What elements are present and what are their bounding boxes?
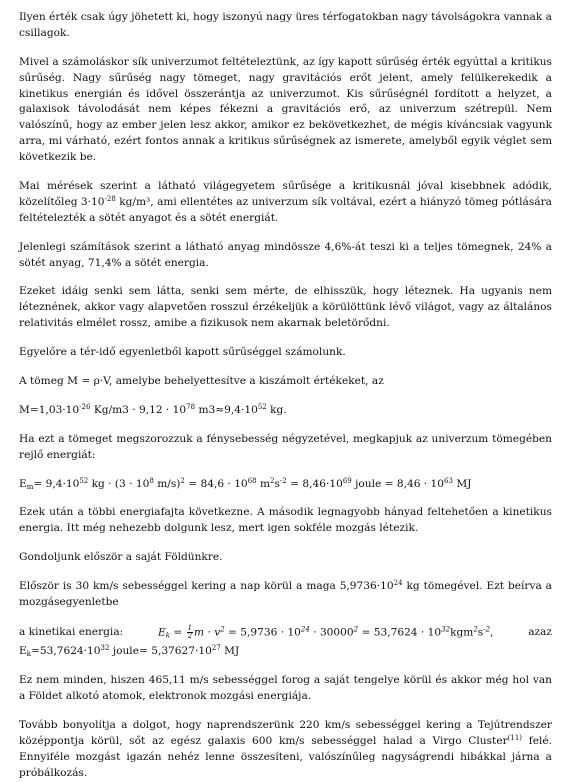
paragraph-galaxy-motion	[19, 718, 552, 782]
text: = 5,9736 · 10	[224, 626, 301, 639]
paragraph-earth: Gondoljunk először a saját Földünkre.	[19, 551, 223, 564]
text: MJ	[220, 645, 240, 658]
exponent: 24	[300, 625, 310, 634]
exponent: 52	[257, 402, 267, 411]
exponent: 2	[353, 625, 359, 634]
exponent: -28	[104, 194, 116, 203]
exponent: 32	[100, 644, 110, 653]
text: kg · (3 · 10	[88, 477, 150, 490]
text: Kg/m3 · 9,12 · 10	[90, 403, 187, 416]
exponent: 68	[247, 476, 257, 485]
exponent: 2	[270, 476, 275, 485]
paragraph-earth-orbit	[19, 579, 552, 611]
exponent: 32	[441, 625, 451, 634]
fraction-denominator: 2	[187, 631, 193, 640]
equation-mass	[19, 403, 552, 419]
paragraph-critical-density: Mivel a számoláskor sík univerzumot feltételeztünk, az így kapott sűrűség érték egyúttal a kritikus sűrűség. Nagy sűrűség nagy tömeget, nagy gravitációs erőt jelent, amely felülkerekedik a kinetikus energián és idővel összerántja az univerzumot. Kis sűrűségnél fordított a helyzet, a galaxisok távolodását nem képes fékezni a gravitációs erő, az univerzum szétrepül. Nem valószínű, hogy az ember jelen lesz akkor, amikor ez bekövetkezhet, de mégis kíváncsiak vagyunk arra, mi várható, ezért fontos annak a kritikus sűrűségnek az ismerete, amelyből egyik véglet sem következik be.	[19, 55, 552, 164]
exponent: 24	[393, 579, 403, 588]
equation-kinetic-energy-result	[19, 644, 552, 660]
text: m	[256, 477, 271, 490]
text: E	[19, 645, 27, 658]
text: Először is 30 km/s sebességgel kering a nap körül a maga 5,9736·10	[19, 580, 394, 593]
exponent: 69	[342, 476, 352, 485]
text: E	[157, 626, 166, 639]
paragraph-mass-formula: A tömeg M = ρ·V, amelybe behelyettesítve a kiszámolt értékeket, az	[19, 375, 384, 388]
exponent: 8	[149, 476, 154, 485]
equation-kinetic-energy	[158, 625, 493, 641]
text: kg.	[266, 403, 287, 416]
text: kg tömegével. Ezt beírva a mozgásegyenletbe	[19, 580, 553, 609]
text: =53,7624·10	[30, 645, 101, 658]
exponent: 27	[211, 644, 221, 653]
exponent: 52	[79, 476, 89, 485]
text: m/s)	[153, 477, 181, 490]
paragraph-matter-share: Jelenlegi számítások szerint a látható anyag mindössze 4,6%-át teszi ki a teljes tömegnek, 24% a sötét anyag, 71,4% a sötét energia.	[19, 240, 552, 269]
text: Mai mérések szerint a látható világegyetem sűrűsége a kritikusnál jóval kisebbnek adódik, közelítőleg 3·10	[19, 180, 552, 208]
text: = 84,6 · 10	[184, 477, 248, 490]
text: · 30000	[309, 626, 354, 639]
text: felé. Ennyiféle mozgást igazán nehéz lenne összesíteni, valószínűleg nagyságrendi hibákkal járna a próbálkozás.	[19, 734, 552, 779]
text-azaz: azaz	[528, 626, 552, 639]
text: joule = 8,46 · 10	[351, 477, 445, 490]
text: s	[477, 626, 484, 639]
subscript: m	[26, 482, 34, 491]
paragraph-dark-matter: Ezeket idáig senki sem látta, senki sem mérte, de elhisszük, hogy léteznek. Ha ugyanis nem léteznének, akkor vagy alapvetően rosszul érzékeljük a körülöttünk lévő világot, vagy az általános relativitás elmélet rossz, amibe a fizikusok nem akarnak beletörődni.	[19, 285, 552, 330]
kinetic-energy-label: a kinetikai energia:	[19, 626, 124, 639]
text: M=1,03·10	[19, 403, 80, 416]
exponent: 2	[473, 625, 478, 634]
text: = 9,4·10	[33, 477, 80, 490]
exponent: -2	[279, 476, 287, 485]
paragraph-other-energies: Ezek után a többi energiafajta következne. A második legnagyobb hányad feltehetően a kinetikus energia. Itt még nehezebb dolgunk lesz, mert igen sokféle mozgás létezik.	[19, 506, 552, 535]
paragraph-measured-density	[19, 179, 552, 227]
text: = 8,46·10	[286, 477, 343, 490]
exponent: -26	[79, 402, 91, 411]
paragraph-stars: Ilyen érték csak úgy jöhetett ki, hogy iszonyú nagy üres térfogatokban nagy távolságokra vannak a csillagok.	[19, 11, 552, 39]
exponent: 2	[220, 625, 225, 634]
fraction-numerator: 1	[187, 623, 193, 632]
text: s	[274, 477, 280, 490]
text: = 53,7624 · 10	[358, 626, 442, 639]
exponent: -2	[483, 625, 491, 634]
text: kgm	[450, 626, 474, 639]
paragraph-energy-intro: Ha ezt a tömeget megszorozzuk a fénysebesség négyzetével, megkapjuk az univerzum tömegében rejlő energiát:	[19, 432, 552, 461]
fraction-half	[187, 625, 193, 640]
paragraph-spacetime: Egyelőre a tér-idő egyenletből kapott sűrűséggel számolunk.	[19, 346, 346, 359]
text: m3≈9,4·10	[195, 403, 258, 416]
text: =	[169, 626, 186, 639]
equation-energy	[19, 477, 552, 493]
text: MJ	[452, 477, 472, 490]
text: ,	[490, 626, 494, 639]
text: kg/m³, ami ellentétes az univerzum sík voltával, ezért a hiányzó tömeg pótlására feltételezték a sötét anyagot és a sötét energiát.	[19, 195, 552, 224]
exponent: 78	[186, 402, 196, 411]
kinetic-energy-row	[19, 625, 552, 641]
exponent: 63	[444, 476, 453, 485]
subscript: k	[165, 631, 170, 640]
subscript: k	[26, 650, 31, 659]
exponent: 2	[180, 476, 185, 485]
footnote-reference[interactable]: (11)	[507, 733, 523, 742]
paragraph-rotation: Ez nem minden, hiszen 465,11 m/s sebességgel forog a saját tengelye körül és akkor még hol van a Földet alkotó atomok, elektronok mozgási energiája.	[19, 674, 552, 703]
text: m · v	[194, 626, 221, 639]
text: Tovább bonyolítja a dolgot, hogy naprendszerünk 220 km/s sebességgel kering a Tejútrendszer középpontja körül, sőt az egész galaxis 600 km/s sebességgel halad a Virgo Cluster	[19, 719, 552, 747]
text: joule= 5,37627·10	[109, 645, 212, 658]
text: E	[19, 477, 27, 490]
